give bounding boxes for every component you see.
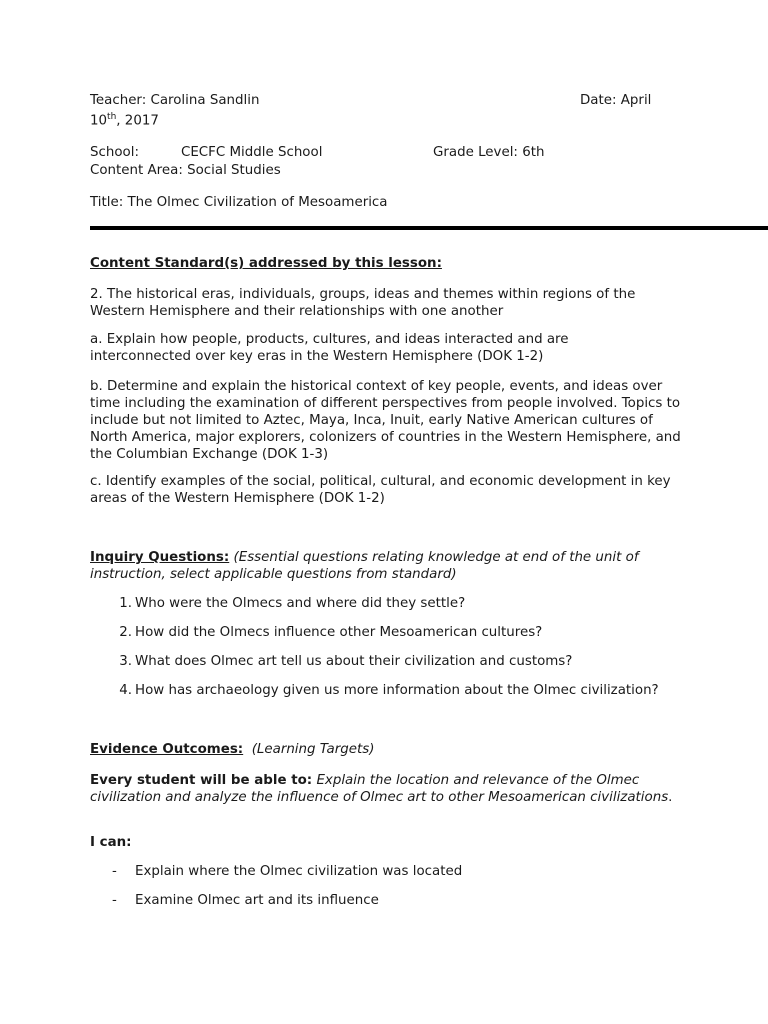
every-student-end: . (668, 790, 673, 805)
every-student-text: Explain the location and relevance of the Olmec civilization and analyze the influence of Olmec art to other Mesoamerican civilizations (90, 773, 669, 805)
date-continuation (90, 112, 159, 128)
standard-paragraph-2: 2. The historical eras, individuals, groups, ideas and themes within regions of the Western Hemisphere and their relationships with one another (90, 287, 636, 319)
question-number: 4. (119, 683, 132, 698)
content-area: Content Area: Social Studies (90, 163, 281, 178)
question-item: How did the Olmecs influence other Mesoamerican cultures? (135, 625, 543, 640)
evidence-line (90, 742, 374, 757)
standard-paragraph-c: c. Identify examples of the social, political, cultural, and economic development in key areas of the Western Hemisphere (DOK 1-2) (90, 474, 671, 506)
inquiry-heading: Inquiry Questions: (90, 550, 230, 565)
date-suffix: th (107, 112, 117, 122)
standards-heading: Content Standard(s) addressed by this lesson: (90, 256, 442, 271)
question-item: How has archaeology given us more information about the Olmec civilization? (135, 683, 659, 698)
every-student-block (90, 772, 680, 806)
question-number: 3. (119, 654, 132, 669)
bullet-dash: - (112, 893, 117, 908)
bullet-dash: - (112, 864, 117, 879)
question-item: What does Olmec art tell us about their civilization and customs? (135, 654, 573, 669)
question-item: Who were the Olmecs and where did they settle? (135, 596, 466, 611)
school-name: CECFC Middle School (181, 145, 323, 160)
inquiry-block (90, 549, 680, 583)
standard-paragraph-b: b. Determine and explain the historical context of key people, events, and ideas over time including the examination of different perspectives from people involved. Topics to include but not limited to Aztec, Maya, Inca, Inuit, early Native American cultures of North America, major explorers, colonizers of countries in the Western Hemisphere, and the Columbian Exchange (DOK 1-3) (90, 379, 681, 462)
teacher-line: Teacher: Carolina Sandlin (90, 93, 260, 108)
grade-level: Grade Level: 6th (433, 145, 545, 160)
question-number: 1. (119, 596, 132, 611)
date-year: , 2017 (116, 113, 159, 129)
lesson-title: Title: The Olmec Civilization of Mesoamerica (90, 195, 388, 210)
standard-paragraph-a: a. Explain how people, products, cultures, and ideas interacted and are interconnected over key eras in the Western Hemisphere (DOK 1-2) (90, 332, 569, 364)
school-label: School: (90, 145, 139, 160)
evidence-heading: Evidence Outcomes: (90, 742, 244, 757)
horizontal-rule (90, 226, 768, 230)
inquiry-note: (Essential questions relating knowledge at end of the unit of instruction, select applicable questions from standard) (90, 550, 639, 582)
date-line: Date: April (580, 93, 652, 108)
learning-target: Examine Olmec art and its influence (135, 893, 379, 908)
evidence-note: (Learning Targets) (251, 742, 375, 757)
i-can-label: I can: (90, 835, 132, 850)
date-day: 10 (90, 113, 108, 129)
question-number: 2. (119, 625, 132, 640)
every-student-label: Every student will be able to: (90, 773, 313, 788)
learning-target: Explain where the Olmec civilization was located (135, 864, 463, 879)
